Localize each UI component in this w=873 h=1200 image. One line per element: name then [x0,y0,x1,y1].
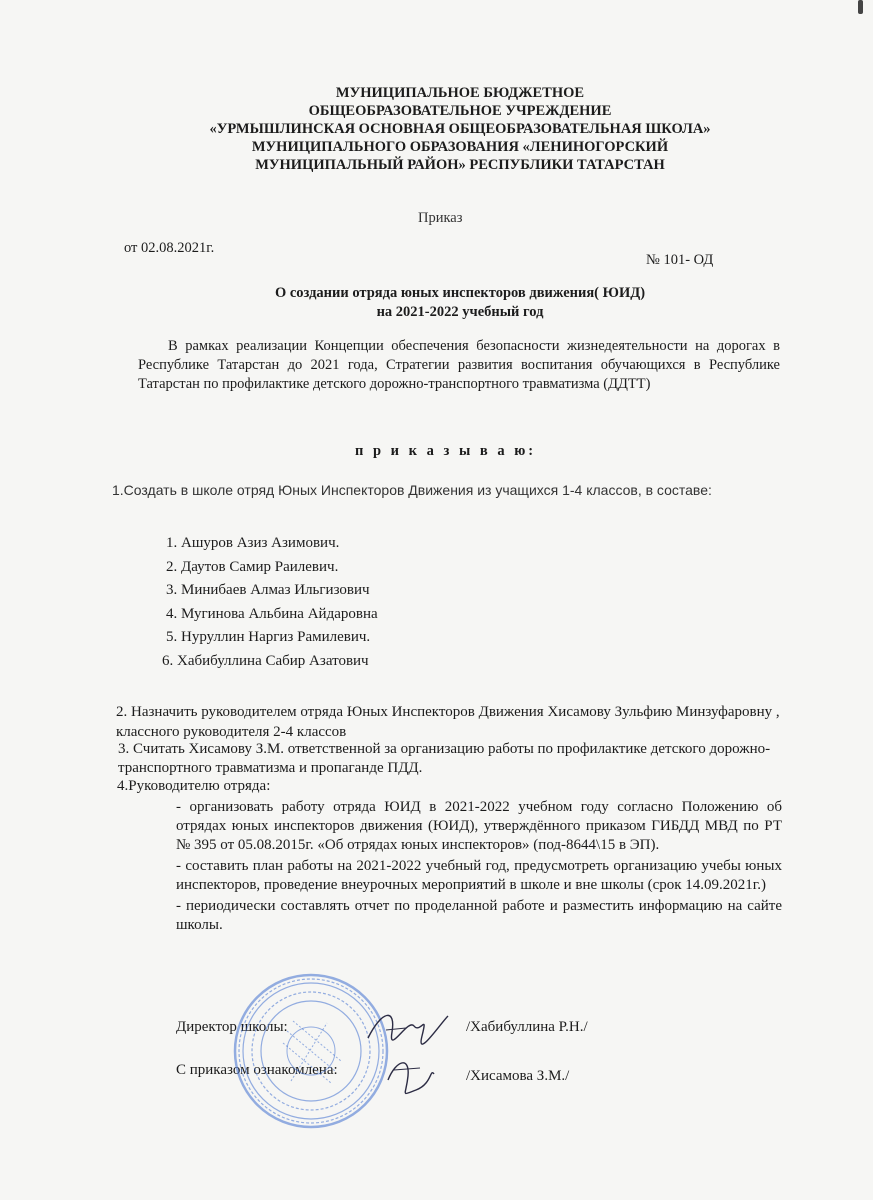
acquainted-name: /Хисамова З.М./ [466,1068,570,1084]
document-date: от 02.08.2021г. [124,240,215,256]
document-type: Приказ [418,210,463,226]
duty-item: - периодически составлять отчет по проделанной работе и разместить информацию на сайте школы. [176,898,782,933]
order-item-4: 4.Руководителю отряда: [117,778,271,794]
member-item: 6. Хабибуллина Сабир Азатович [162,652,369,669]
title-line: на 2021-2022 учебный год [376,304,544,320]
duty-item: - организовать работу отряда ЮИД в 2021-2022 учебном году согласно Положению об отрядах юных инспекторов движения (ЮИД), утверждённого приказом ГИБДД МВД по РТ № 395 от 05.08.2015г. «Об отрядах юных инспекторов» (под-8644\15 в ЭП). [176,799,782,853]
title-line: О создании отряда юных инспекторов движения( ЮИД) [274,285,646,301]
duty-item: - составить план работы на 2021-2022 учебный год, предусмотреть организацию учебы юных инспекторов, проведение внеурочных мероприятий в школе и вне школы (срок 14.09.2021г.) [176,858,782,893]
director-signature [362,1002,452,1050]
preamble-paragraph [138,337,780,394]
teacher-signature [380,1050,440,1100]
header-line: ОБЩЕОБРАЗОВАТЕЛЬНОЕ УЧРЕЖДЕНИЕ [308,103,612,119]
member-item: 2. Даутов Самир Раилевич. [166,558,339,575]
acquainted-label: С приказом ознакомлена: [176,1062,338,1078]
header-line: МУНИЦИПАЛЬНОЕ БЮДЖЕТНОЕ [335,85,585,101]
order-item-2: 2. Назначить руководителем отряда Юных Инспекторов Движения Хисамову Зульфию Минзуфаровну , классного руководителя 2-4 классов [116,704,780,740]
staple-mark [858,0,863,14]
member-item: 3. Минибаев Алмаз Ильгизович [166,582,370,598]
member-item: 5. Нуруллин Наргиз Рамилевич. [166,629,371,645]
header-line: МУНИЦИПАЛЬНОГО ОБРАЗОВАНИЯ «ЛЕНИНОГОРСКИЙ [251,139,669,155]
member-item: 4. Мугинова Альбина Айдаровна [166,605,378,622]
director-name: /Хабибуллина Р.Н./ [466,1019,588,1035]
leader-duties [176,798,782,937]
document-title [200,284,720,322]
order-heading: п р и к а з ы в а ю: [355,443,537,459]
preamble-text: В рамках реализации Концепции обеспечения безопасности жизнедеятельности на дорогах в Республике Татарстан до 2021 года, Стратегии развития воспитания обучающихся в Республике Татарстан по профилактике детского дорожно-транспортного травматизма (ДДТТ) [138,338,780,392]
member-list [162,532,378,673]
document-number: № 101- ОД [646,252,714,268]
header-line: МУНИЦИПАЛЬНЫЙ РАЙОН» РЕСПУБЛИКИ ТАТАРСТАН [255,157,665,173]
order-item-3: 3. Считать Хисамову З.М. ответственной за организацию работы по профилактике детского дорожно-транспортного травматизма и пропаганде ПДД. [118,741,771,776]
order-item-1: 1.Создать в школе отряд Юных Инспекторов Движения из учащихся 1-4 классов, в составе: [112,482,712,498]
member-item: 1. Ашуров Азиз Азимович. [166,535,340,551]
organization-header [140,84,780,174]
header-line: «УРМЫШЛИНСКАЯ ОСНОВНАЯ ОБЩЕОБРАЗОВАТЕЛЬНАЯ ШКОЛА» [209,121,711,137]
official-stamp [231,971,391,1131]
director-label: Директор школы: [176,1019,288,1035]
